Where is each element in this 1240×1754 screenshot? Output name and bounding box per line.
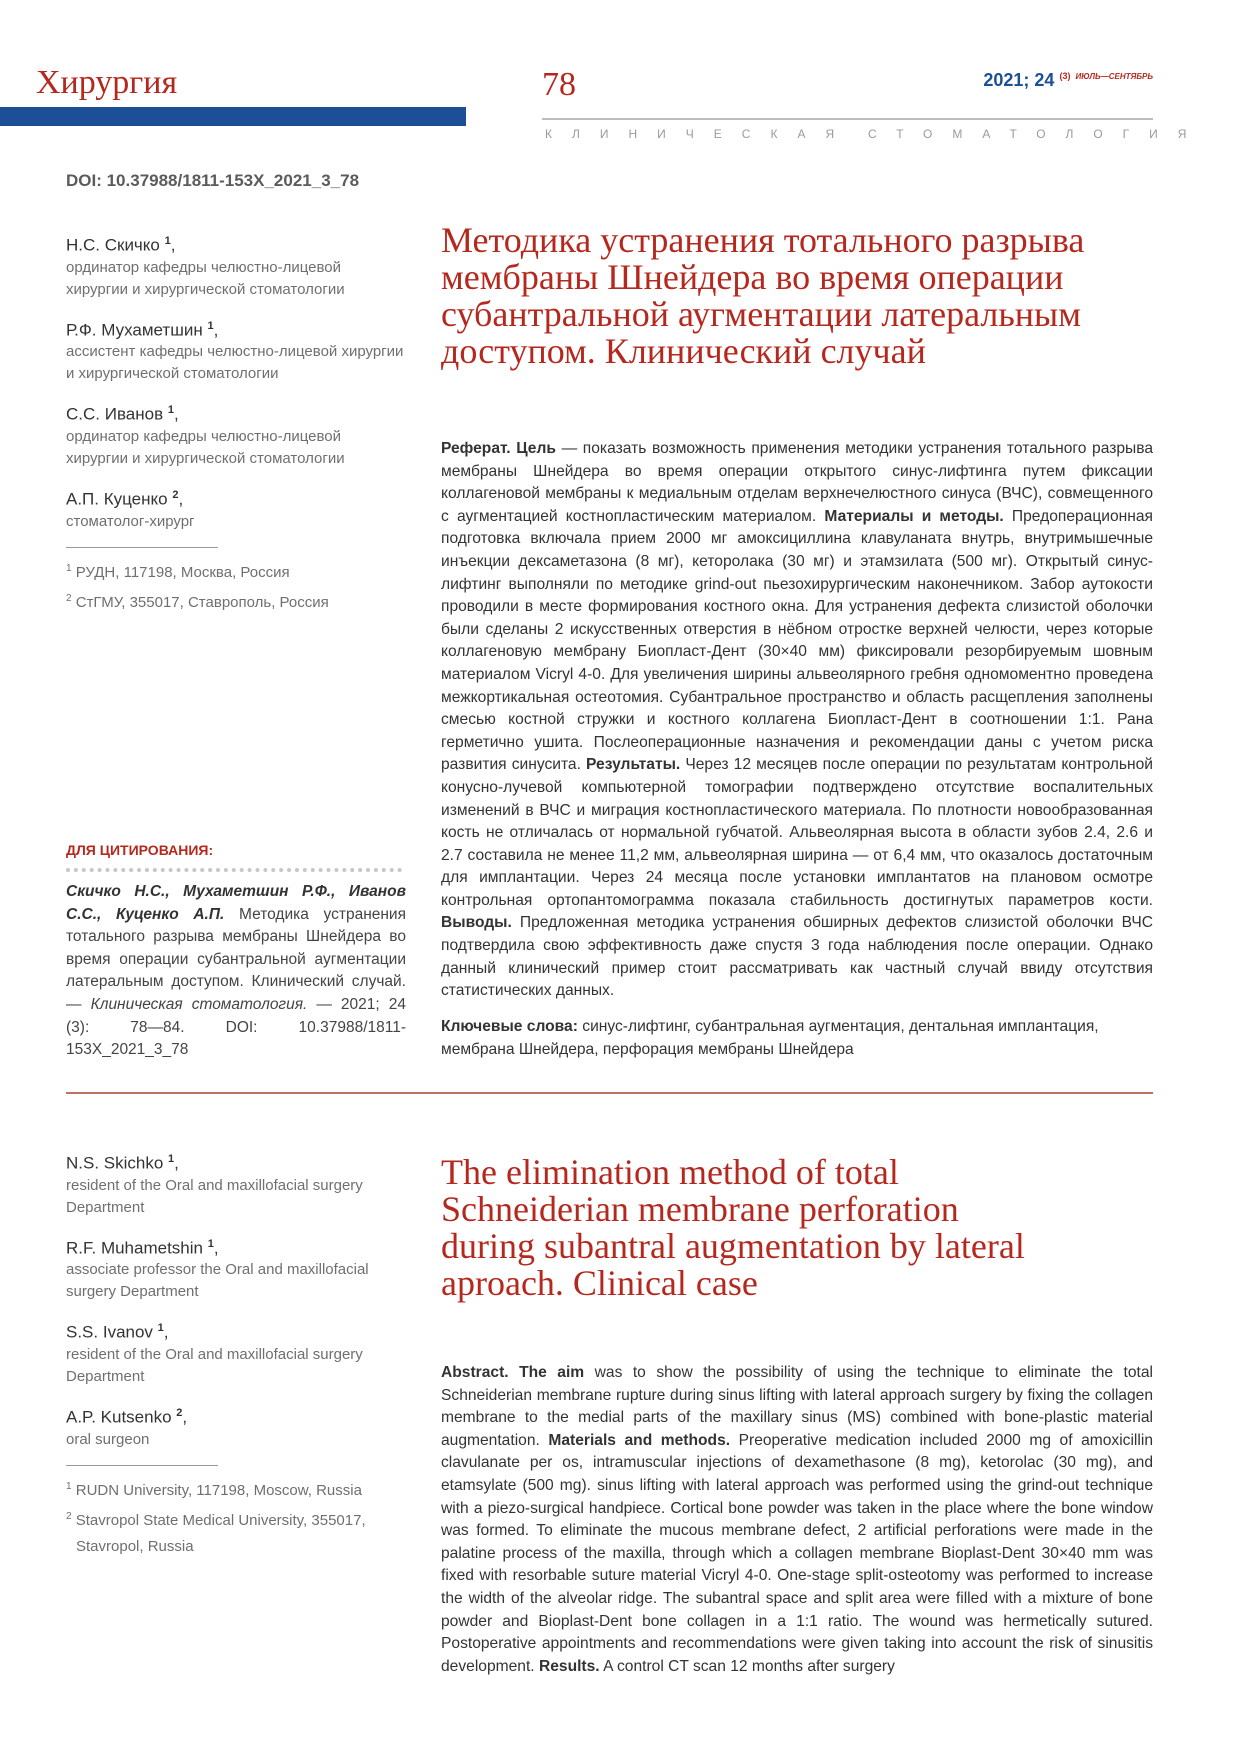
author-position: associate professor the Oral and maxillofacial surgery Department — [66, 1261, 369, 1301]
author: S.S. Ivanov $^1$, resident of the Oral and maxillofacial surgery Department — [66, 1317, 406, 1388]
author-position: oral surgeon — [66, 1430, 150, 1448]
abstract-label: Results. — [538, 1657, 600, 1675]
article-title-en: The elimination method of total Schneiderian membrane perforation during subantral augmentation by lateral aproach. Clinical case — [441, 1152, 1025, 1303]
citation-rest: — 2021; 24 (3): 78—84. DOI: 10.37988/1811-153X_2021_3_78 — [66, 995, 406, 1059]
affiliation-text: RUDN University, 117198, Moscow, Russia — [75, 1481, 362, 1499]
author-name: R.F. Muhametshin — [66, 1238, 203, 1258]
journal-name-word1: КЛИНИЧЕСКАЯ — [545, 127, 855, 141]
authors-en — [66, 1148, 406, 1560]
abstract-label: Результаты. — [586, 756, 681, 774]
author: С.С. Иванов $^1$, ординатор кафедры челюстно-лицевой хирургии и хирургической стоматологии — [66, 399, 406, 470]
section-title: Хирургия — [36, 64, 178, 101]
author-position: resident of the Oral and maxillofacial surgery Department — [66, 1345, 363, 1385]
author-sup: 1 — [164, 235, 171, 247]
abstract-text: — показать возможность применения методики устранения тотального разрыва мембраны Шнейдера во время операции открытого синус-лифтинга путем фиксации коллагеновой мембраны к медиальным отделам верхнечелюстного синуса (ВЧС), совмещенного с аугментацией костнопластическим материалом. — [441, 440, 1154, 525]
article-title-ru: Методика устранения тотального разрыва мембраны Шнейдера во время операции субантральной аугментации латеральным доступом. Клинический случай — [441, 220, 1085, 371]
author: А.П. Куценко $^2$, стоматолог-хирург — [66, 484, 406, 533]
abstract-ru — [441, 438, 1153, 1003]
affiliation-text: СтГМУ, 355017, Ставрополь, Россия — [75, 593, 329, 611]
doi: DOI: 10.37988/1811-153X_2021_3_78 — [66, 171, 360, 190]
author-position: resident of the Oral and maxillofacial surgery Department — [66, 1176, 363, 1216]
citation-title: Методика устранения тотального разрыва мембраны Шнейдера во время операции субантральной аугментации латеральным доступом. Клинический случай. — — [66, 905, 406, 1013]
affiliation — [66, 586, 406, 616]
abstract-label: Materials and methods. — [548, 1431, 731, 1449]
author-name: Р.Ф. Мухаметшин — [66, 320, 203, 340]
author-sup: 1 — [168, 1153, 175, 1165]
abstract-label: Abstract. The aim — [441, 1364, 585, 1381]
keywords-label: Ключевые слова: — [441, 1018, 578, 1035]
abstract-text: Через 12 месяцев после операции по результатам контрольной конусно-лучевой компьютерной томографии подтверждено отсутствие воспалительных изменений в ВЧС и миграция костнопластического материала. По плотности новообразованная кость не отличалась от нормальной губчатой. Альвеолярная высота в области зубов 2.4, 2.6 и 2.7 составила не менее 11,2 мм, альвеолярная ширина — от 6,4 мм, что оказалось достаточным для имплантации. Через 24 месяца после установки имплантатов на плановом осмотре контрольная ортопантомограмма показала стабильность достигнутых параметров кости. — [441, 756, 1153, 909]
citation-body — [66, 881, 406, 1062]
author: Р.Ф. Мухаметшин $^1$, ассистент кафедры челюстно-лицевой хирургии и хирургической стоматологии — [66, 315, 406, 386]
author-name: S.S. Ivanov — [66, 1322, 153, 1342]
language-divider — [66, 1092, 1153, 1094]
abstract-text: Предложенная методика устранения обширных дефектов слизистой оболочки ВЧС подтвердила свою эффективность даже спустя 3 года наблюдения после операции. Однако данный клинический пример стоит рассматривать как частный случай ввиду отсутствия статистических данных. — [441, 914, 1153, 1000]
author-position: ассистент кафедры челюстно-лицевой хирургии и хирургической стоматологии — [66, 343, 404, 383]
section-color-bar — [0, 107, 466, 126]
author-sup: 1 — [207, 319, 214, 332]
affiliation — [66, 556, 406, 586]
affiliation-sup: 2 — [66, 592, 72, 604]
author-position: ординатор кафедры челюстно-лицевой хирургии и хирургической стоматологии — [66, 258, 345, 298]
header-rule — [542, 118, 1153, 120]
author-name: А.П. Куценко — [66, 489, 168, 509]
citation-authors: Скичко Н.С., Мухаметшин Р.Ф., Иванов С.С., Куценко А.П. — [66, 883, 406, 923]
abstract-text: Preoperative medication included 2000 mg of amoxicillin clavulanate per os, intramuscular injections of dexamethasone (8 mg), ketorolac (30 mg), and etamsylate (500 mg). sinus lifting with lateral approach was performed using the grind-out technique with a piezo-surgical handpiece. Cortical bone powder was taken in the place where the bone window was formed. To eliminate the mucous membrane defect, 2 artificial perforations were made in the palatine process of the maxilla, through which a collagen membrane Bioplast-Dent 30×40 mm was fixed with resorbable suture material Vicryl 4-0. One-stage split-osteotomy was performed to increase the width of the alveolar ridge. The subantral space and split area were filled with a mixture of bone powder and Bioplast-Dent bone collagen in a 1:1 ratio. The wound was hermetically sutured. Postoperative appointments and recommendations were given taking into account the risk of sinusitis development. — [441, 1431, 1153, 1675]
authors-ru — [66, 230, 406, 616]
journal-name-word2: СТОМАТОЛОГИЯ — [868, 127, 1207, 141]
abstract-en — [441, 1362, 1153, 1678]
abstract-text: A control CT scan 12 months after surgery — [599, 1657, 895, 1675]
abstract-label: Выводы. — [441, 914, 512, 932]
citation-heading: ДЛЯ ЦИТИРОВАНИЯ: — [66, 842, 214, 858]
affiliation-sup: 1 — [66, 1480, 72, 1492]
abstract-label: Реферат. Цель — [441, 440, 556, 457]
page-number: 78 — [542, 66, 576, 103]
citation-dotted-rule — [66, 868, 402, 872]
author-sup: 1 — [157, 1322, 164, 1335]
author: A.P. Kutsenko $^2$, oral surgeon — [66, 1402, 406, 1451]
keywords-ru — [441, 1016, 1153, 1061]
author: N.S. Skichko $^1$, resident of the Oral and maxillofacial surgery Department — [66, 1148, 406, 1219]
author-sup: 2 — [172, 488, 179, 501]
author-name: N.S. Skichko — [66, 1153, 164, 1173]
citation-journal: Клиническая стоматология. — [90, 995, 308, 1013]
affiliation — [66, 1504, 406, 1560]
affiliation-text: Stavropol State Medical University, 355017, Stavropol, Russia — [75, 1511, 366, 1555]
issue-months: ИЮЛЬ—СЕНТЯБРЬ — [1075, 72, 1153, 81]
affiliation-sup: 1 — [66, 562, 72, 574]
abstract-text: Предоперационная подготовка включала прием 2000 мг амоксициллина клавуланата внутрь, внутримышечные инъекции дексаметазона (8 мг), кеторолака (30 мг) и этамзилата (500 мг). Открытый синус-лифтинг выполняли по методике grind-out пьезохирургическим наконечником. Забор аутокости проводили в месте формирования костного окна. Для устранения дефекта слизистой оболочки были сделаны 2 искусственных отверстия в нёбном отростке верхней челюсти, через которые коллагеновую мембрану Биопласт-Дент (30×40 мм) фиксировали резорбируемым шовным материалом Vicryl 4-0. Для увеличения ширины альвеолярного гребня одномоментно проведена межкортикальная остеотомия. Субантральное пространство и область расщепления заполнены смесью костной стружки и костного коллагена Биопласт-Дент в соотношении 1:1. Рана герметично ушита. Послеоперационные назначения и рекомендации даны с учетом риска развития синусита. — [441, 507, 1153, 774]
affiliation-rule — [66, 1465, 218, 1466]
author-name: A.P. Kutsenko — [66, 1407, 172, 1427]
issue-year-volume: 2021; 24 — [983, 70, 1055, 90]
abstract-label: Материалы и методы. — [824, 507, 1004, 525]
author-sup: 1 — [207, 1237, 214, 1250]
issue-number: (3) — [1059, 71, 1071, 81]
author: R.F. Muhametshin $^1$, associate professor the Oral and maxillofacial surgery Department — [66, 1233, 406, 1304]
affiliation-text: РУДН, 117198, Москва, Россия — [75, 563, 290, 581]
author-name: Н.С. Скичко — [66, 235, 160, 255]
issue-info — [983, 70, 1153, 91]
author-name: С.С. Иванов — [66, 404, 164, 424]
author: Н.С. Скичко $^1$, ординатор кафедры челюстно-лицевой хирургии и хирургической стоматологии — [66, 230, 406, 301]
author-sup: 1 — [167, 404, 174, 417]
affiliation-rule — [66, 547, 218, 548]
affiliation-sup: 2 — [66, 1510, 72, 1522]
abstract-text: was to show the possibility of using the technique to eliminate the total Schneiderian membrane rupture during sinus lifting with lateral approach surgery by fixing the collagen membrane to the medial parts of the maxillary sinus (MS) combined with bone-plastic material augmentation. — [441, 1364, 1153, 1449]
author-sup: 2 — [176, 1406, 183, 1419]
affiliation — [66, 1474, 406, 1504]
author-position: стоматолог-хирург — [66, 512, 195, 530]
author-position: ординатор кафедры челюстно-лицевой хирургии и хирургической стоматологии — [66, 427, 345, 467]
keywords-text: синус-лифтинг, субантральная аугментация, дентальная имплантация, мембрана Шнейдера, перфорация мембраны Шнейдера — [441, 1018, 1099, 1058]
